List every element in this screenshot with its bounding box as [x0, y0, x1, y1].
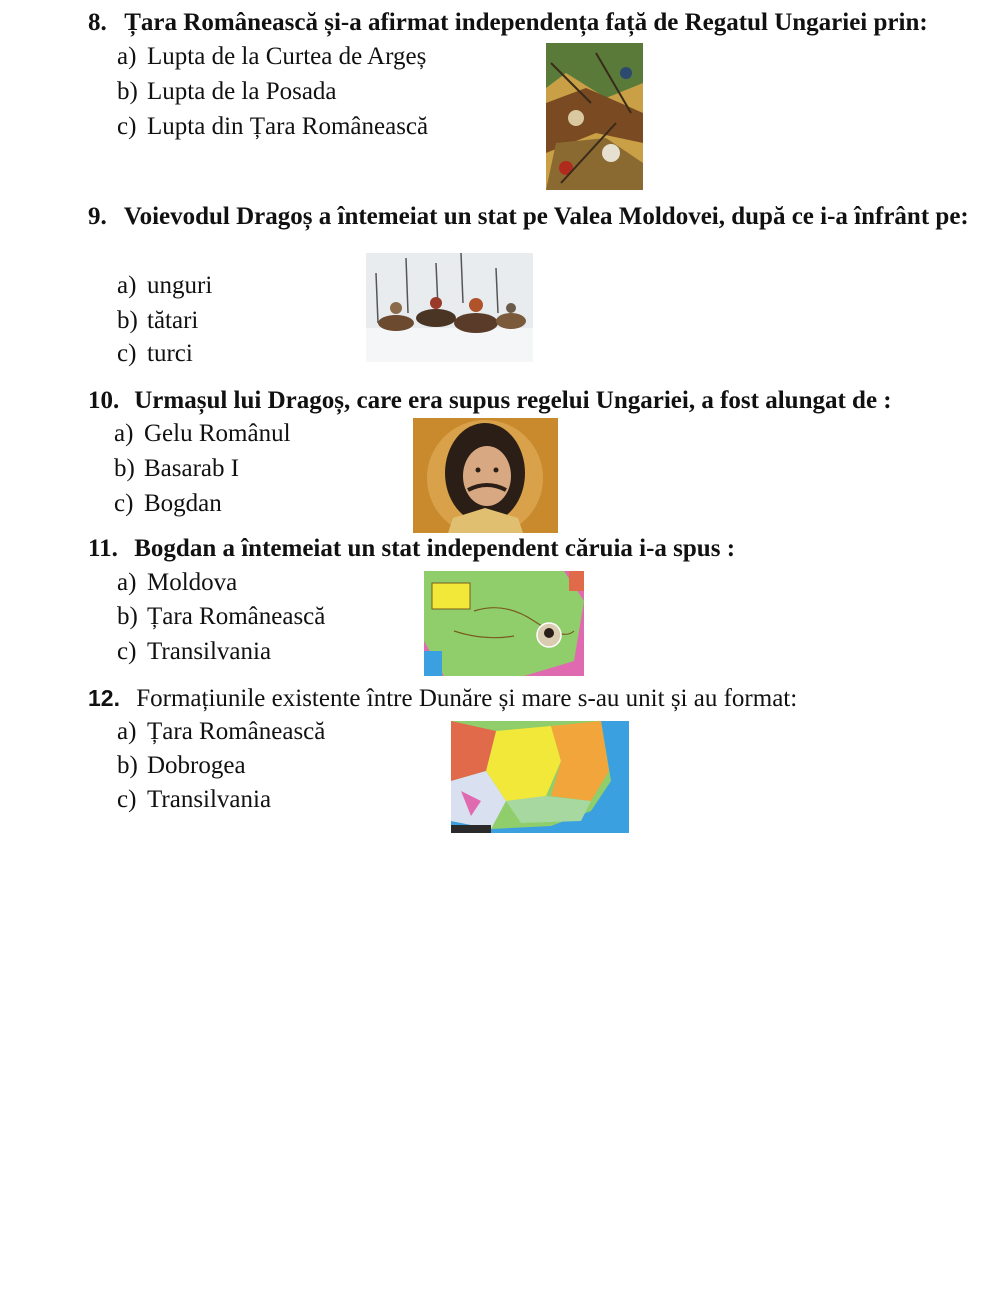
option-12c[interactable] [117, 783, 271, 817]
question-text: Bogdan a întemeiat un stat independent căruia i-a spus : [134, 535, 736, 562]
option-text: unguri [147, 272, 213, 299]
option-letter: b) [117, 78, 138, 105]
question-9 [88, 200, 973, 234]
option-text: Gelu Românul [144, 420, 291, 447]
question-text: Urmașul lui Dragoș, care era supus regelui Ungariei, a fost alungat de : [134, 387, 892, 414]
option-11a[interactable] [117, 566, 237, 600]
option-letter: b) [117, 752, 138, 779]
option-letter: b) [117, 307, 138, 334]
option-letter: a) [117, 569, 137, 596]
option-letter: a) [117, 718, 137, 745]
portrait-image [413, 418, 558, 533]
option-letter: b) [114, 455, 135, 482]
option-text: Moldova [147, 569, 238, 596]
question-number: 8. [88, 9, 107, 36]
option-letter: a) [117, 43, 137, 70]
option-9c[interactable] [117, 337, 193, 371]
option-text: tătari [147, 307, 199, 334]
option-10b[interactable] [114, 452, 239, 486]
question-text: Formațiunile existente între Dunăre și mare s-au unit și au format: [136, 685, 798, 712]
option-text: Țara Românească [147, 718, 326, 745]
option-text: Basarab I [144, 455, 240, 482]
battle-painting-image [546, 43, 643, 190]
question-number: 12. [88, 685, 120, 711]
question-number: 9. [88, 203, 107, 230]
question-text: Voievodul Dragoș a întemeiat un stat pe Valea Moldovei, după ce i-a înfrânt pe: [123, 203, 969, 230]
option-12a[interactable] [117, 715, 325, 749]
question-11 [88, 532, 735, 566]
option-letter: c) [114, 490, 134, 517]
option-letter: c) [117, 113, 137, 140]
option-text: Transilvania [147, 638, 272, 665]
question-text: Țara Românească și-a afirmat independența față de Regatul Ungariei prin: [124, 9, 928, 36]
option-letter: c) [117, 638, 137, 665]
question-8 [88, 6, 928, 40]
option-8c[interactable] [117, 110, 428, 144]
option-text: Lupta de la Posada [147, 78, 337, 105]
option-text: Transilvania [147, 786, 272, 813]
option-10a[interactable] [114, 417, 291, 451]
option-text: Bogdan [144, 490, 222, 517]
option-text: Lupta din Țara Românească [147, 113, 429, 140]
option-9a[interactable] [117, 269, 212, 303]
option-text: Dobrogea [147, 752, 246, 779]
romanian-principalities-map-image [451, 721, 629, 833]
option-10c[interactable] [114, 487, 222, 521]
question-number: 11. [88, 535, 118, 562]
option-letter: c) [117, 786, 137, 813]
option-11b[interactable] [117, 600, 325, 634]
option-8a[interactable] [117, 40, 426, 74]
option-text: turci [147, 340, 193, 367]
question-10 [88, 384, 892, 418]
option-text: Țara Românească [147, 603, 326, 630]
option-12b[interactable] [117, 749, 246, 783]
option-letter: a) [117, 272, 137, 299]
question-12 [88, 681, 797, 716]
option-8b[interactable] [117, 75, 337, 109]
tatar-cavalry-image [366, 253, 533, 362]
option-letter: c) [117, 340, 137, 367]
option-11c[interactable] [117, 635, 271, 669]
option-9b[interactable] [117, 304, 198, 338]
option-letter: a) [114, 420, 134, 447]
option-text: Lupta de la Curtea de Argeș [147, 43, 427, 70]
question-number: 10. [88, 387, 120, 414]
option-letter: b) [117, 603, 138, 630]
moldova-map-image [424, 571, 584, 676]
